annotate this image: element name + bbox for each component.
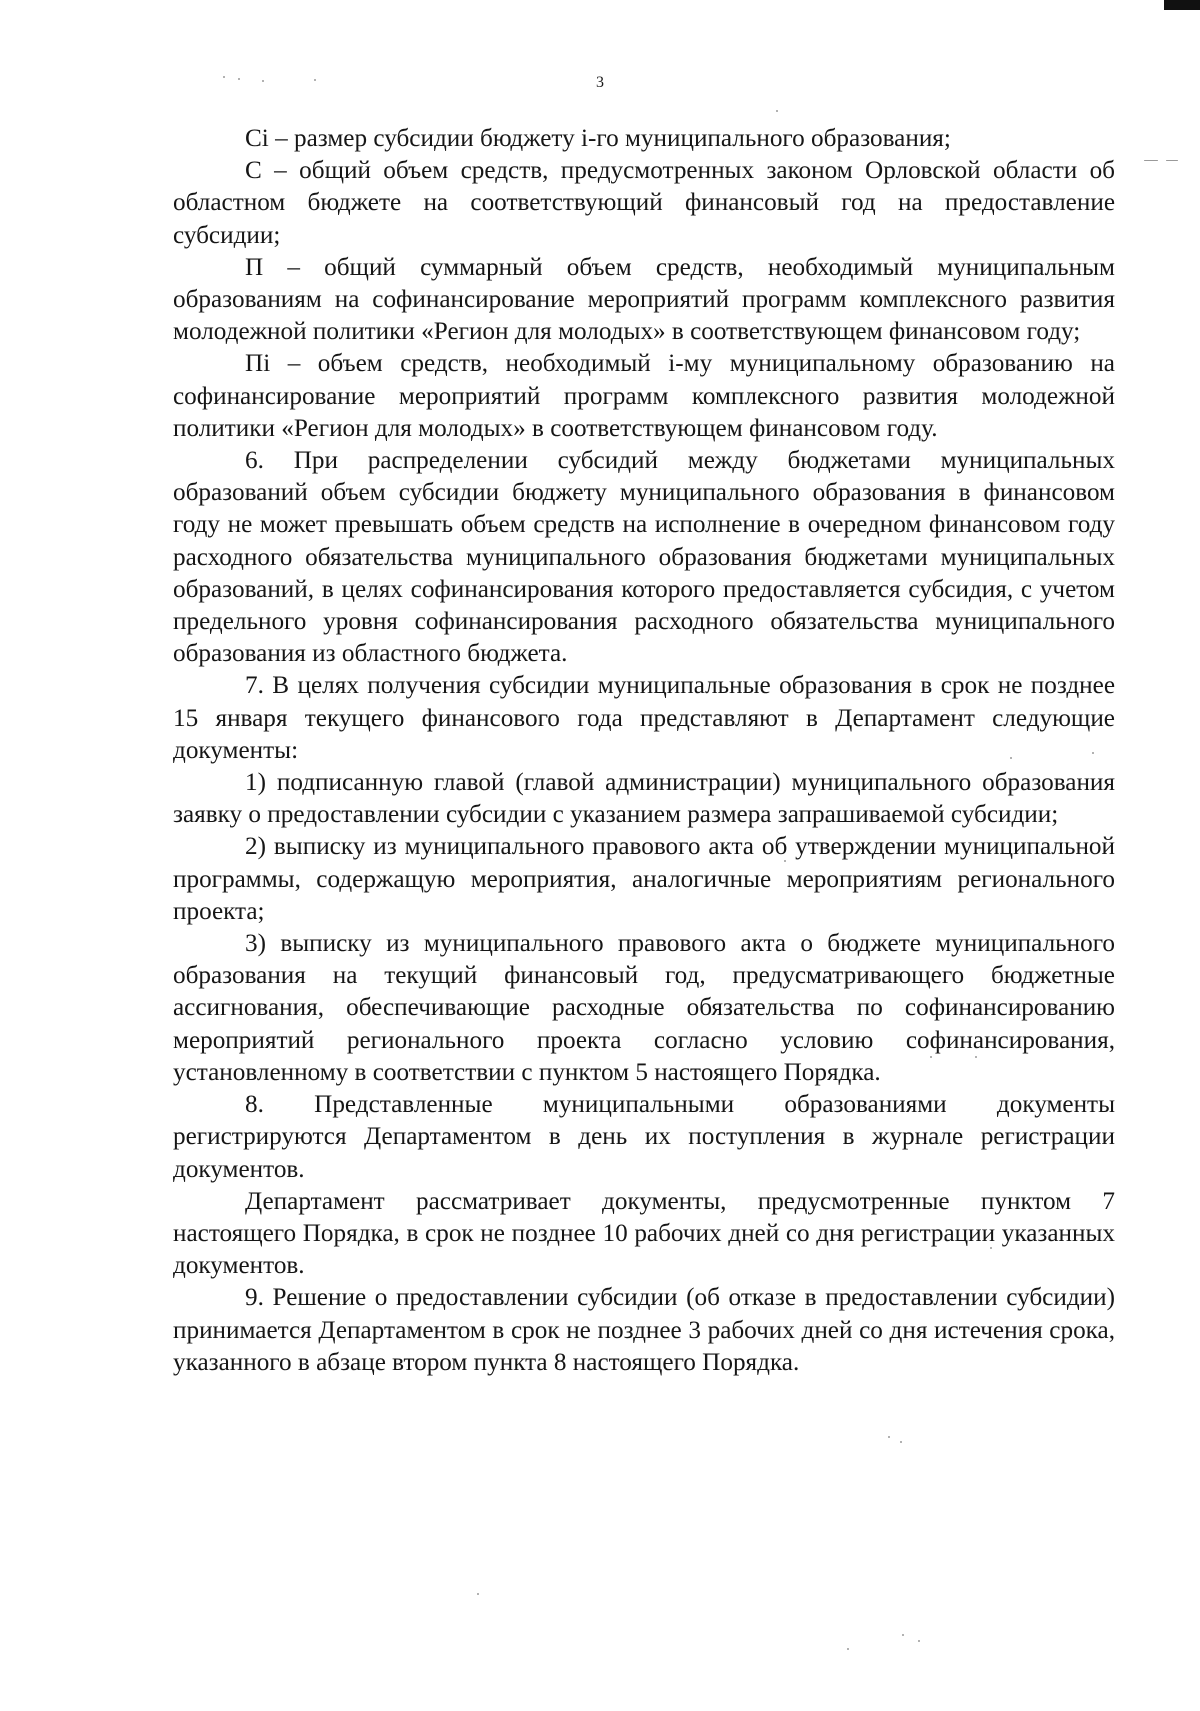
scan-speck: [975, 1056, 977, 1058]
scan-speck: [900, 1441, 902, 1443]
paragraph-item-7: 7. В целях получения субсидии муниципальные образования в срок не позднее 15 января текущего финансового года представляют в Департамент следующие документы:: [173, 672, 1115, 764]
paragraph-item-7-3: 3) выписку из муниципального правового акта о бюджете муниципального образования на текущий финансовый год, предусматривающего бюджетные ассигнования, обеспечивающие расходные обязательства по софинансированию мероприятий регионального проекта согласно условию софинансирования, установленному в соответствии с пунктом 5 настоящего Порядка.: [173, 930, 1115, 1086]
paragraph-pi-definition: Пi – объем средств, необходимый i-му муниципальному образованию на софинансирование мероприятий программ комплексного развития молодежной политики «Регион для молодых» в соответствующем финансовом году.: [173, 350, 1115, 442]
paragraph-item-7-1: 1) подписанную главой (главой администрации) муниципального образования заявку о предоставлении субсидии с указанием размера запрашиваемой субсидии;: [173, 769, 1115, 829]
scan-speck: [1144, 160, 1158, 161]
paragraph-c-definition: С – общий объем средств, предусмотренных законом Орловской области об областном бюджете на соответствующий финансовый год на предоставление субсидии;: [173, 157, 1115, 249]
paragraph-item-7-2: 2) выписку из муниципального правового акта об утверждении муниципальной программы, содержащую мероприятия, аналогичные мероприятиям регионального проекта;: [173, 833, 1115, 925]
scan-speck: [888, 1436, 890, 1438]
scan-speck: [784, 860, 786, 862]
scan-speck: [1092, 752, 1094, 754]
scan-speck: [930, 1056, 932, 1058]
paragraph-ci-definition: Ci – размер субсидии бюджету i-го муниципального образования;: [245, 125, 951, 152]
scan-speck: [262, 80, 264, 82]
scan-speck: [1166, 160, 1178, 161]
scan-speck: [238, 78, 240, 80]
scan-speck: [902, 1634, 904, 1636]
scan-speck: [477, 1593, 479, 1595]
scan-speck: [1010, 757, 1012, 759]
paragraph-item-9: 9. Решение о предоставлении субсидии (об отказе в предоставлении субсидии) принимается Департаментом в срок не позднее 3 рабочих дней со дня истечения срока, указанного в абзаце втором пункта 8 настоящего Порядка.: [173, 1284, 1115, 1376]
document-body: [173, 123, 1115, 1379]
paragraph-p-definition: П – общий суммарный объем средств, необходимый муниципальным образованиям на софинансирование мероприятий программ комплексного развития молодежной политики «Регион для молодых» в соответствующем финансовом году;: [173, 253, 1115, 346]
scan-edge-mark: [1164, 0, 1200, 10]
scan-speck: [918, 1640, 920, 1642]
scan-speck: [223, 76, 225, 78]
paragraph-item-6: 6. При распределении субсидий между бюджетами муниципальных образований объем субсидии бюджету муниципального образования в финансовом году не может превышать объем средств на исполнение в очередном финансовом году расходного обязательства муниципального образования бюджетами муниципальных образований, в целях софинансирования которого предоставляется субсидия, с учетом предельного уровня софинансирования расходного обязательства муниципального образования из областного бюджета.: [173, 447, 1115, 668]
paragraph-item-8-second: Департамент рассматривает документы, предусмотренные пунктом 7 настоящего Порядка, в срок не позднее 10 рабочих дней со дня регистрации указанных документов.: [173, 1187, 1115, 1280]
scan-speck: [314, 79, 316, 81]
scan-speck: [776, 110, 778, 112]
paragraph-item-8: 8. Представленные муниципальными образованиями документы регистрируются Департаментом в день их поступления в журнале регистрации документов.: [173, 1091, 1115, 1183]
scan-speck: [847, 1648, 849, 1650]
scan-speck: [990, 1247, 992, 1249]
page-number: 3: [596, 74, 604, 91]
